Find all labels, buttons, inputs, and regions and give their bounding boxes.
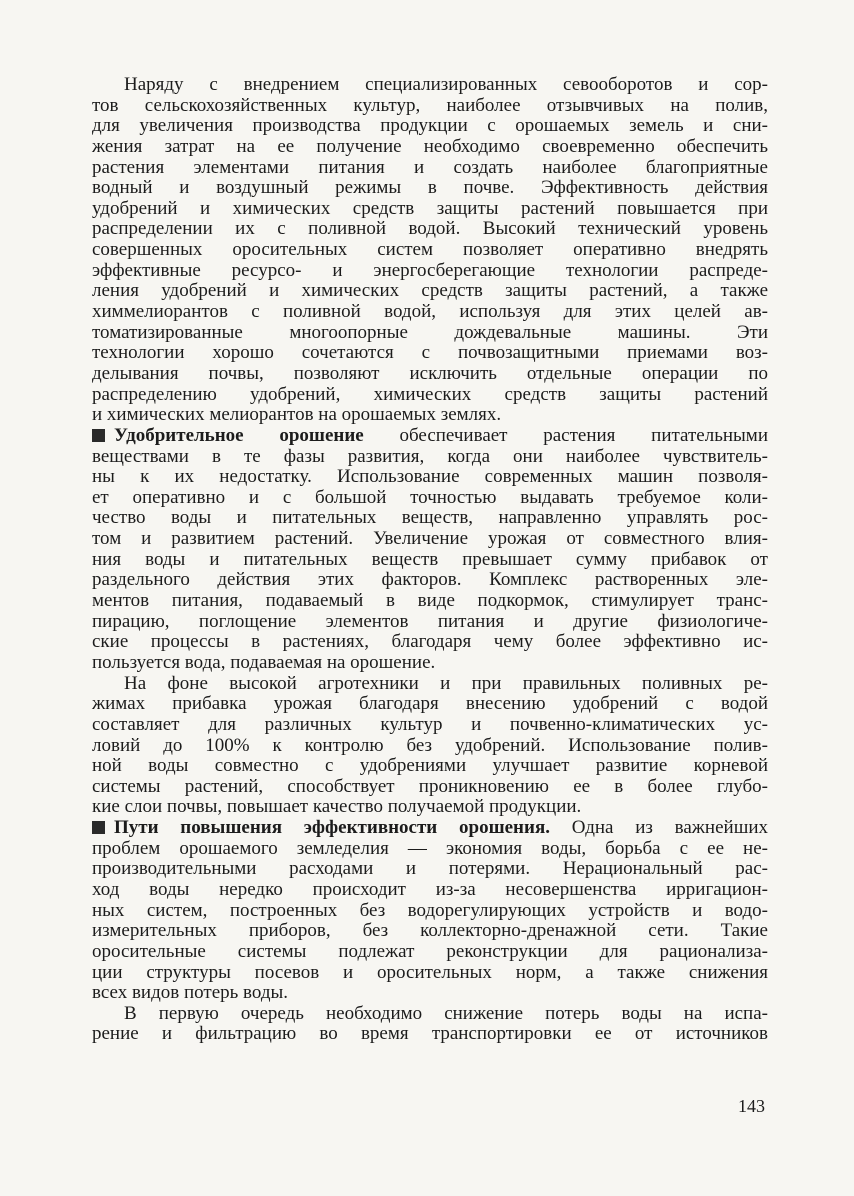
text-line: ции структуры посевов и оросительных норм, а также снижения — [92, 961, 768, 983]
text-line: том и развитием растений. Увеличение урожая от совместного влия- — [92, 528, 768, 550]
text-line: распределению удобрений, химических средств защиты растений — [92, 383, 768, 405]
text-line: рение и фильтрацию во время транспортировки ее от источников — [92, 1023, 768, 1045]
text-line: измерительных приборов, без коллекторно-дренажной сети. Такие — [92, 920, 768, 942]
text-line — [92, 818, 768, 839]
text-line: для увеличения производства продукции с орошаемых земель и сни- — [92, 115, 768, 137]
text-line: тов сельскохозяйственных культур, наиболее отзывчивых на полив, — [92, 94, 768, 116]
text-line: химмелиорантов с поливной водой, используя для этих целей ав- — [92, 301, 768, 323]
section-heading: Пути повышения эффективности орошения. — [114, 817, 550, 839]
text-line: водный и воздушный режимы в почве. Эффективность действия — [92, 177, 768, 199]
text-line: раздельного действия этих факторов. Комплекс растворенных эле- — [92, 569, 768, 591]
section-marker-icon — [92, 821, 105, 834]
text-line: оросительные системы подлежат реконструкции для рационализа- — [92, 940, 768, 962]
text-line: В первую очередь необходимо снижение потерь воды на испа- — [124, 1002, 768, 1024]
text-line: проблем орошаемого земледелия — экономия воды, борьба с ее не- — [92, 837, 768, 859]
text-line: удобрений и химических средств защиты растений повышается при — [92, 197, 768, 219]
text-line: распределении их с поливной водой. Высокий технический уровень — [92, 218, 768, 240]
text-line: жимах прибавка урожая благодаря внесению удобрений с водой — [92, 693, 768, 715]
text-line: растения элементами питания и создать наиболее благоприятные — [92, 156, 768, 178]
text-line: пользуется вода, подаваемая на орошение. — [92, 651, 436, 673]
text-line: пирацию, поглощение элементов питания и другие физиологиче- — [92, 610, 768, 632]
text-line: ет оперативно и с большой точностью выдавать требуемое коли- — [92, 486, 768, 508]
text-line: составляет для различных культур и почвенно-климатических ус- — [92, 713, 768, 735]
text-line: ловий до 100% к контролю без удобрений. Использование полив- — [92, 734, 768, 756]
paragraph-water-loss — [92, 1004, 768, 1045]
text-line: Наряду с внедрением специализированных севооборотов и сор- — [124, 74, 768, 95]
text-line: всех видов потерь воды. — [92, 982, 289, 1004]
paragraph-yield — [92, 674, 768, 818]
section-fertigation — [92, 426, 768, 674]
text-line — [92, 426, 768, 447]
section-marker-icon — [92, 429, 105, 442]
text-line: чество воды и питательных веществ, направленно управлять рос- — [92, 507, 768, 529]
text-line: совершенных оросительных систем позволяет оперативно внедрять — [92, 239, 768, 261]
page-body — [92, 75, 768, 1045]
text-line: кие слои почвы, повышает качество получаемой продукции. — [92, 796, 582, 818]
heading-continuation: обеспечивает растения питательными — [363, 424, 769, 446]
text-line: На фоне высокой агротехники и при правильных поливных ре- — [124, 672, 768, 694]
text-line: ления удобрений и химических средств защиты растений, а также — [92, 280, 768, 302]
text-line: ментов питания, подаваемый в виде подкормок, стимулирует транс- — [92, 590, 768, 612]
text-line: веществами в те фазы развития, когда они наиболее чувствитель- — [92, 445, 768, 467]
text-line: жения затрат на ее получение необходимо своевременно обеспечить — [92, 135, 768, 157]
section-efficiency — [92, 818, 768, 1004]
text-line: ния воды и питательных веществ превышает сумму прибавок от — [92, 548, 768, 570]
text-line: и химических мелиорантов на орошаемых землях. — [92, 404, 502, 426]
text-line: ны к их недостатку. Использование современных машин позволя- — [92, 466, 768, 488]
heading-continuation: Одна из важнейших — [549, 817, 769, 839]
text-line: томатизированные многоопорные дождевальные машины. Эти — [92, 321, 768, 343]
text-line: системы растений, способствует проникновению ее в более глубо- — [92, 775, 768, 797]
text-line: эффективные ресурсо- и энергосберегающие технологии распреде- — [92, 259, 768, 281]
text-line: ной воды совместно с удобрениями улучшает развитие корневой — [92, 755, 768, 777]
text-line: ход воды нередко происходит из-за несовершенства ирригацион- — [92, 878, 768, 900]
page-number: 143 — [738, 1096, 765, 1116]
section-heading: Удобрительное орошение — [114, 424, 364, 446]
text-line: производительными расходами и потерями. Нерациональный рас- — [92, 858, 768, 880]
text-line: технологии хорошо сочетаются с почвозащитными приемами воз- — [92, 342, 768, 364]
paragraph-intro — [92, 75, 768, 426]
text-line: ские процессы в растениях, благодаря чему более эффективно ис- — [92, 631, 768, 653]
text-line: ных систем, построенных без водорегулирующих устройств и водо- — [92, 899, 768, 921]
text-line: делывания почвы, позволяют исключить отдельные операции по — [92, 362, 768, 384]
